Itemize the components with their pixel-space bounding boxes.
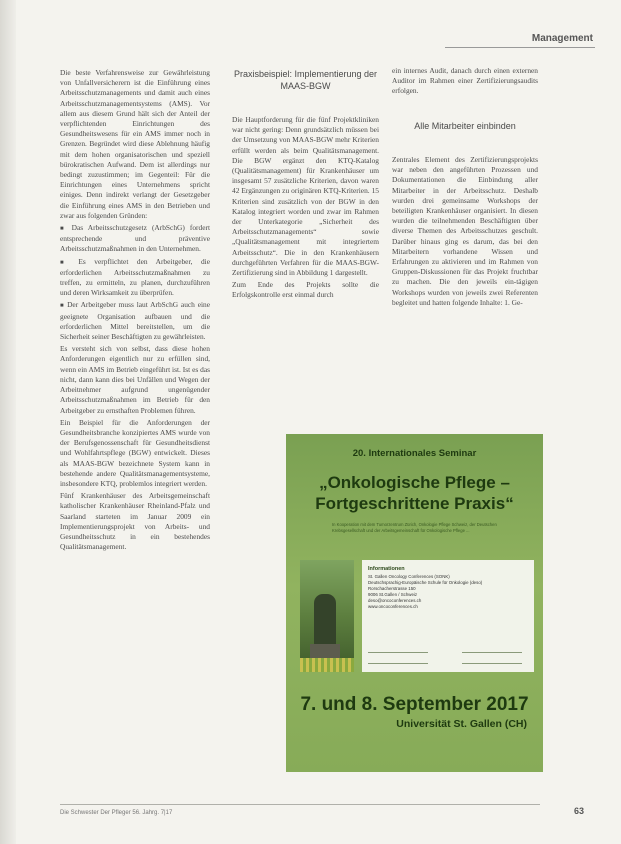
statue-base: [310, 644, 340, 658]
footer-publication: Die Schwester Der Pfleger 56. Jahrg. 7|17: [60, 810, 173, 816]
paragraph: Fünf Krankenhäuser des Arbeitsgemeinschaft katholischer Krankenhäuser Rheinland-Pfalz und Saarland starteten im Januar 2009 ein Implementierungsprojekt von Arbeits- und Gesundheitsschutz in ein bestehendes Qualitätsmanagement.: [60, 491, 210, 552]
ad-info-heading: Informationen: [368, 566, 405, 572]
column-3: [392, 66, 538, 99]
paragraph: Es versteht sich von selbst, dass diese hohen Anforderungen eigentlich nur zu erfüllen sind, wenn ein AMS im Betrieb eingeführt ist. Ist es das nicht, dann kann dies bei Unfällen und Wegen der Arbeitnehmer aufgrund ungenügender Arbeitsschutzmaßnahmen im Betrieb für den Arbeitgeber zu ernsthaften Problemen führen.: [60, 344, 210, 415]
ad-info-line: www.oncoconferences.ch: [368, 604, 418, 609]
section-heading: Praxisbeispiel: Implementierung der MAAS-BGW: [233, 69, 378, 91]
statue-shape: [314, 594, 336, 648]
ad-info-line: 9006 St.Gallen / Schweiz: [368, 592, 418, 597]
bullet-item: ■ Das Arbeitsschutzgesetz (ArbSchG) fordert entsprechende und präventive Arbeitsschutzmaßnahmen in den Unternehmen.: [60, 223, 210, 255]
ad-info-line: Deutschsprachig-Europäische Schule für Onkologie (deso): [368, 580, 483, 585]
bullet-item: ■ Es verpflichtet den Arbeitgeber, die erforderlichen Arbeitsschutzmaßnahmen zu treffen, zu ermitteln, zu planen, durchzuführen und deren Wirksamkeit zu überprüfen.: [60, 257, 210, 299]
page-edge: [0, 0, 16, 844]
sponsor-logo: [462, 652, 522, 664]
section-label: Management: [531, 33, 593, 44]
header-divider: [445, 47, 595, 48]
ad-date: 7. und 8. September 2017: [300, 694, 529, 715]
paragraph: ein internes Audit, danach durch einen externen Auditor im Rahmen einer Zertifizierungsaudits erfolgen.: [392, 66, 538, 96]
paragraph: Zum Ende des Projekts sollte die Erfolgskontrolle erst einmal durch: [232, 280, 379, 300]
side-note: [3, 300, 13, 390]
footer-divider: [60, 804, 540, 805]
ad-info-line: deso@oncoconferences.ch: [368, 598, 422, 603]
ad-subtitle: 20. Internationales Seminar: [352, 448, 477, 459]
ad-info-line: St. Gallen Oncology Conferences (SONK): [368, 574, 450, 579]
page-number: 63: [574, 806, 585, 816]
paragraph: Die Hauptforderung für die fünf Projektkliniken war nicht gering: Denn grundsätzlich müssen bei der Umsetzung von MAAS-BGW mehr Kriterien erfüllt werden als beim Qualitätsmanagement. Die BGW ergänzt den KTQ-Katalog (Qualitätsmanagement) für Krankenhäuser um insgesamt 57 zusätzliche Kriterien, davon waren 42 Ergänzungen zu originären KTQ-Kriterien. 15 Kriterien sind zusätzlich von der BGW in den Katalog integriert worden und zwar im Rahmen der Unterkategorie „Sicherheit des Arbeitsschutzmanagements“ sowie „Qualitätsmanagement mit integriertem Arbeitsschutz“. Die in den Krankenhäusern durchgeführten Verfahren für die MAAS-BGW-Zertifizierung sind in Abbildung 1 dargestellt.: [232, 115, 379, 278]
ad-title: [286, 472, 543, 514]
column-3-body: [392, 155, 538, 310]
column-2: [232, 115, 379, 303]
paragraph: Ein Beispiel für die Anforderungen der Gesundheitsbranche konzipiertes AMS wurde von der Berufsgenossenschaft für Gesundheitsdienst und Wohlfahrtspflege (BGW) entwickelt. Dieses als MAAS-BGW bezeichnete System kann in bestehende andere Qualitätsmanagementsysteme, insbesondere KTQ, problemlos integriert werden.: [60, 417, 210, 488]
sponsor-logo: [368, 652, 428, 664]
ad-info-text: [368, 574, 530, 610]
statue-photo: [300, 560, 354, 672]
seminar-advertisement: [286, 434, 543, 772]
section-heading: Alle Mitarbeiter einbinden: [414, 121, 516, 131]
bullet-item: ■ Der Arbeitgeber muss laut ArbSchG auch eine geeignete Organisation aufbauen und die erforderlichen Mittel bereitstellen, um die Sicherheit seiner Beschäftigten zu gewährleisten.: [60, 300, 210, 342]
ad-title-line: „Onkologische Pflege –: [319, 473, 510, 492]
flower-bed: [300, 658, 354, 672]
ad-info-box: [362, 560, 534, 672]
ad-venue: Universität St. Gallen (CH): [396, 718, 527, 730]
ad-details: In Kooperation mit dem Tumorzentrum Zürich, Onkologie Pflege Schweiz, der Deutschen Krebsgesellschaft und der Arbeitsgemeinschaft für Onkologische Pflege ...: [332, 522, 497, 533]
paragraph: Zentrales Element des Zertifizierungsprojekts war neben den angeführten Prozessen und Dokumentationen die Einbindung aller Mitarbeiter in der Arbeitsschutz. Deshalb wurden drei gemeinsame Workshops der beteiligten Krankenhäuser organisiert. In diesen wurden die teilnehmenden Beschäftigten über diverse Themen des Arbeitsschutzes geschult. Darüber hinaus ging es darum, das bei den Mitarbeitern vorhandene Wissen und Erfahrungen zu aktivieren und im Rahmen von Gruppen-Diskussionen für das Projekt fruchtbar zu machen. Die den jeweils ein-tägigen Workshops wurden von jeweils zwei Referenten begleitet und hatten folgende Inhalte: 1. Ge-: [392, 155, 538, 307]
column-1: [60, 68, 210, 554]
paragraph: Die beste Verfahrensweise zur Gewährleistung von Unfallversicherern ist die Einführung eines Arbeitsschutzmanagements und damit auch eines Arbeitsschutzmanagementsystems (AMS). Vor allem aus diesem Grund hält sich der Anteil der verpflichtenden Einrichtungen des Gesundheitswesens für ein AMS immer noch in Grenzen. Begründet wird diese Ablehnung häufig mit dem hohen organisatorischen und speziell bürokratischen Aufwand. Dem ist allerdings nur bedingt zuzustimmen; im Gegenteil: Für die Einrichtungen eines Unternehmens spricht einiges. Denn indirekt verlangt der Gesetzgeber die Einführung eines AMS in den Betrieben und zwar aus folgenden Gründen:: [60, 68, 210, 220]
ad-info-line: Rorschacherstrasse 150: [368, 586, 416, 591]
ad-title-line: Fortgeschrittene Praxis“: [315, 494, 514, 513]
